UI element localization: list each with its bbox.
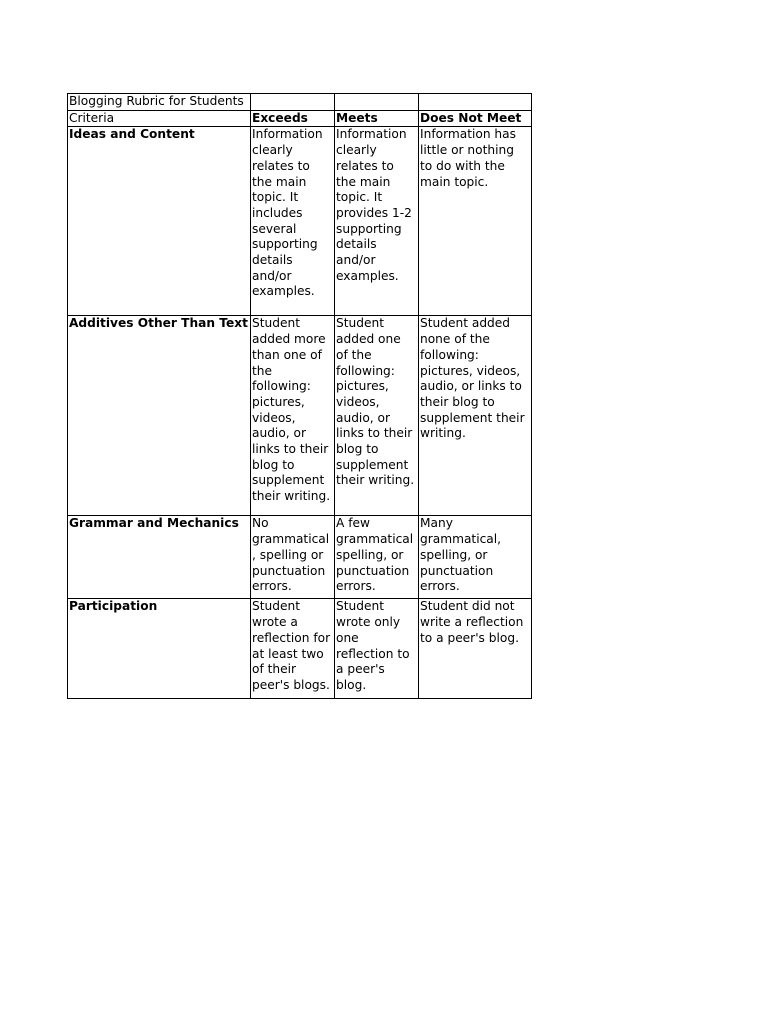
does-not-meet-cell: Many grammatical, spelling, or punctuation errors. <box>419 516 532 599</box>
meets-cell: A few grammatical spelling, or punctuation errors. <box>335 516 419 599</box>
rubric-title: Blogging Rubric for Students <box>68 94 251 111</box>
blogging-rubric-table <box>67 93 532 699</box>
header-meets: Meets <box>335 110 419 127</box>
exceeds-cell: Information clearly relates to the main topic. It includes several supporting details and/or examples. <box>251 127 335 316</box>
table-row <box>68 127 532 316</box>
table-row <box>68 316 532 516</box>
table-row <box>68 516 532 599</box>
empty-cell <box>251 94 335 111</box>
header-exceeds: Exceeds <box>251 110 335 127</box>
criterion-label: Participation <box>68 599 251 699</box>
criterion-label: Additives Other Than Text <box>68 316 251 516</box>
table-row <box>68 599 532 699</box>
title-row <box>68 94 532 111</box>
does-not-meet-cell: Student did not write a reflection to a peer's blog. <box>419 599 532 699</box>
does-not-meet-cell: Student added none of the following: pictures, videos, audio, or links to their blog to supplement their writing. <box>419 316 532 516</box>
criterion-label: Grammar and Mechanics <box>68 516 251 599</box>
header-does-not-meet: Does Not Meet <box>419 110 532 127</box>
meets-cell: Student wrote only one reflection to a peer's blog. <box>335 599 419 699</box>
empty-cell <box>419 94 532 111</box>
empty-cell <box>335 94 419 111</box>
criterion-label: Ideas and Content <box>68 127 251 316</box>
header-criteria: Criteria <box>68 110 251 127</box>
exceeds-cell: Student wrote a reflection for at least two of their peer's blogs. <box>251 599 335 699</box>
meets-cell: Student added one of the following: pictures, videos, audio, or links to their blog to supplement their writing. <box>335 316 419 516</box>
exceeds-cell: Student added more than one of the following: pictures, videos, audio, or links to their blog to supplement their writing. <box>251 316 335 516</box>
exceeds-cell: No grammatical , spelling or punctuation errors. <box>251 516 335 599</box>
header-row <box>68 110 532 127</box>
does-not-meet-cell: Information has little or nothing to do with the main topic. <box>419 127 532 316</box>
meets-cell: Information clearly relates to the main topic. It provides 1-2 supporting details and/or examples. <box>335 127 419 316</box>
